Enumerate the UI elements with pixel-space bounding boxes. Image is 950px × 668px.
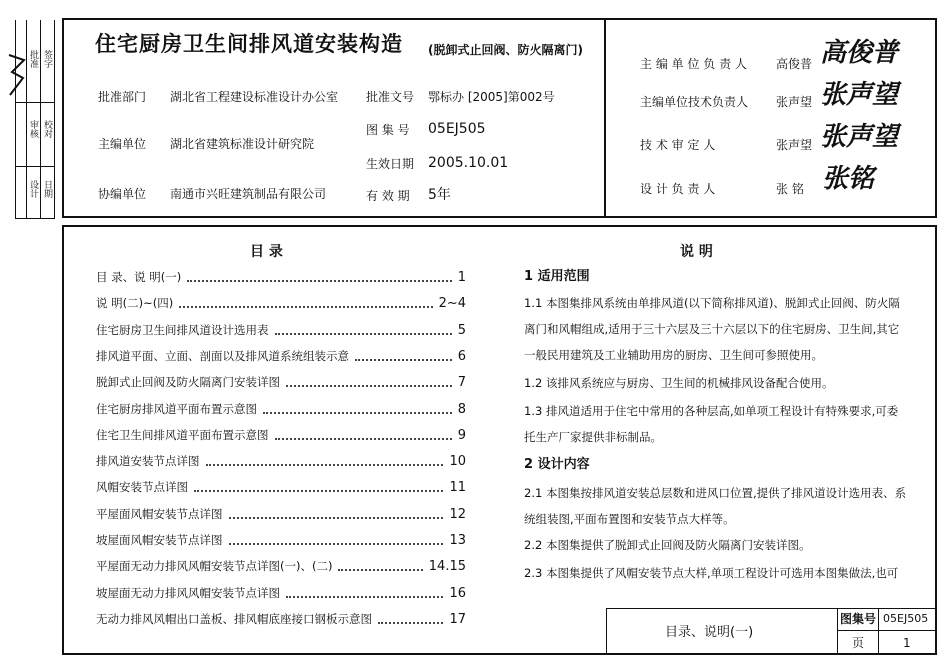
toc-leader-dots xyxy=(275,333,452,335)
stamp-cell-approve: 批准 xyxy=(28,50,38,68)
toc-item-label: 平屋面风帽安装节点详图 xyxy=(96,507,223,521)
sign-name-2: 张声望 xyxy=(776,95,813,109)
toc-item-page: 16 xyxy=(449,586,466,601)
toc-item-page: 2~4 xyxy=(438,296,466,311)
sign-name-1: 高俊普 xyxy=(776,57,813,71)
toc-item-label: 排风道平面、立面、剖面以及排风道系统组装示意 xyxy=(96,349,349,363)
footer-page-label: 页 xyxy=(852,636,865,650)
toc-item-page: 10 xyxy=(449,454,466,469)
toc-leader-dots xyxy=(275,438,452,440)
toc-item-label: 坡屋面无动力排风风帽安装节点详图 xyxy=(96,586,280,600)
toc-item-page: 6 xyxy=(457,349,466,364)
atlas-no-value: 05EJ505 xyxy=(428,121,486,137)
toc-item-page: 11 xyxy=(449,480,466,495)
sign-role-3: 技 术 审 定 人 xyxy=(640,138,716,152)
notes-sec2-title: 2 设计内容 xyxy=(524,457,590,472)
toc-item-page: 7 xyxy=(457,375,466,390)
sign-name-3: 张声望 xyxy=(776,138,813,152)
toc-leader-dots xyxy=(355,359,452,361)
toc-item-page: 13 xyxy=(449,533,466,548)
co-unit-value: 南通市兴旺建筑制品有限公司 xyxy=(170,187,327,201)
toc-item-page: 1 xyxy=(457,270,466,285)
notes-p1-1b: 离门和风帽组成,适用于三十六层及三十六层以下的住宅厨房、卫生间,其它 xyxy=(524,322,900,336)
toc-item-label: 住宅厨房排风道平面布置示意图 xyxy=(96,402,257,416)
atlas-no-label: 图 集 号 xyxy=(366,123,410,137)
toc-item-page: 12 xyxy=(449,507,466,522)
footer-page-value: 1 xyxy=(903,636,911,650)
toc-item-page: 5 xyxy=(457,323,466,338)
notes-p1-3a: 1.3 排风道适用于住宅中常用的各种层高,如单项工程设计有特殊要求,可委 xyxy=(524,404,899,418)
toc-leader-dots xyxy=(378,622,443,624)
page-title: 住宅厨房卫生间排风道安装构造 xyxy=(95,32,403,56)
toc-leader-dots xyxy=(179,306,432,308)
toc-leader-dots xyxy=(286,596,443,598)
toc-item-label: 住宅卫生间排风道平面布置示意图 xyxy=(96,428,269,442)
toc-leader-dots xyxy=(206,464,444,466)
signature-2: 张声望 xyxy=(820,80,899,110)
toc-item-page: 9 xyxy=(457,428,466,443)
footer-sheet-title: 目录、说明(一) xyxy=(665,625,754,640)
stamp-scribble-icon xyxy=(6,50,28,100)
notes-p2-3: 2.3 本图集提供了风帽安装节点大样,单项工程设计可选用本图集做法,也可 xyxy=(524,566,899,580)
notes-p1-1c: 一般民用建筑及工业辅助用房的厨房、卫生间可参照使用。 xyxy=(524,348,823,362)
stamp-cell-date: 日期 xyxy=(42,180,52,198)
toc-leader-dots xyxy=(229,517,444,519)
toc-item-label: 排风道安装节点详图 xyxy=(96,454,200,468)
approve-dept-label: 批准部门 xyxy=(98,90,147,104)
co-unit-label: 协编单位 xyxy=(98,187,147,201)
page-subtitle: (脱卸式止回阀、防火隔离门) xyxy=(428,43,583,57)
toc-leader-dots xyxy=(263,412,452,414)
footer-atlas-value: 05EJ505 xyxy=(883,612,929,625)
toc-item-label: 坡屋面风帽安装节点详图 xyxy=(96,533,223,547)
toc-item-page: 17 xyxy=(449,612,466,627)
sign-role-2: 主编单位技术负责人 xyxy=(640,95,749,109)
chief-unit-label: 主编单位 xyxy=(98,137,147,151)
sign-role-1: 主 编 单 位 负 责 人 xyxy=(640,57,747,71)
effective-date-label: 生效日期 xyxy=(366,157,415,171)
approve-doc-label: 批准文号 xyxy=(366,90,415,104)
toc-leader-dots xyxy=(187,280,451,282)
toc-leader-dots xyxy=(229,543,444,545)
signature-4: 张铭 xyxy=(822,164,875,194)
toc-item-label: 无动力排风风帽出口盖板、排风帽底座接口钢板示意图 xyxy=(96,612,372,626)
toc-title: 目 录 xyxy=(250,244,283,260)
toc-item-page: 8 xyxy=(457,402,466,417)
notes-p1-1a: 1.1 本图集排风系统由单排风道(以下简称排风道)、脱卸式止回阀、防火隔 xyxy=(524,296,900,310)
notes-sec1-title: 1 适用范围 xyxy=(524,269,590,284)
notes-p2-2: 2.2 本图集提供了脱卸式止回阀及防火隔离门安装详图。 xyxy=(524,538,811,552)
toc-item-label: 住宅厨房卫生间排风道设计选用表 xyxy=(96,323,269,337)
stamp-cell-check: 校对 xyxy=(42,120,52,138)
notes-p2-1a: 2.1 本图集按排风道安装总层数和进风口位置,提供了排风道设计选用表、系 xyxy=(524,486,907,500)
chief-unit-value: 湖北省建筑标准设计研究院 xyxy=(170,137,315,151)
approve-doc-value: 鄂标办 [2005]第002号 xyxy=(428,90,555,104)
toc-leader-dots xyxy=(338,569,422,571)
stamp-cell-sign: 签字 xyxy=(42,50,52,68)
toc-item-label: 风帽安装节点详图 xyxy=(96,480,188,494)
toc-item-label: 说 明(二)~(四) xyxy=(96,296,174,310)
validity-label: 有 效 期 xyxy=(366,189,410,203)
validity-value: 5年 xyxy=(428,187,451,203)
notes-title: 说 明 xyxy=(680,244,713,260)
effective-date-value: 2005.10.01 xyxy=(428,155,509,171)
sign-name-4: 张 铭 xyxy=(776,182,804,196)
toc-item-label: 目 录、说 明(一) xyxy=(96,270,182,284)
side-stamp xyxy=(6,20,61,220)
toc-leader-dots xyxy=(194,490,443,492)
approve-dept-value: 湖北省工程建设标准设计办公室 xyxy=(170,90,339,104)
stamp-cell-review: 审核 xyxy=(28,120,38,138)
notes-p1-2: 1.2 该排风系统应与厨房、卫生间的机械排风设备配合使用。 xyxy=(524,376,834,390)
notes-p1-3b: 托生产厂家提供非标制品。 xyxy=(524,430,662,444)
toc-item-label: 脱卸式止回阀及防火隔离门安装详图 xyxy=(96,375,280,389)
signature-3: 张声望 xyxy=(820,122,899,152)
toc-item-page: 14.15 xyxy=(428,559,466,574)
signature-1: 高俊普 xyxy=(820,38,899,68)
footer-atlas-label: 图集号 xyxy=(840,612,877,626)
notes-p2-1b: 统组装图,平面布置图和安装节点大样等。 xyxy=(524,512,735,526)
toc-item-label: 平屋面无动力排风风帽安装节点详图(一)、(二) xyxy=(96,559,333,573)
stamp-cell-design: 设计 xyxy=(28,180,38,198)
toc-leader-dots xyxy=(286,385,452,387)
sign-role-4: 设 计 负 责 人 xyxy=(640,182,716,196)
